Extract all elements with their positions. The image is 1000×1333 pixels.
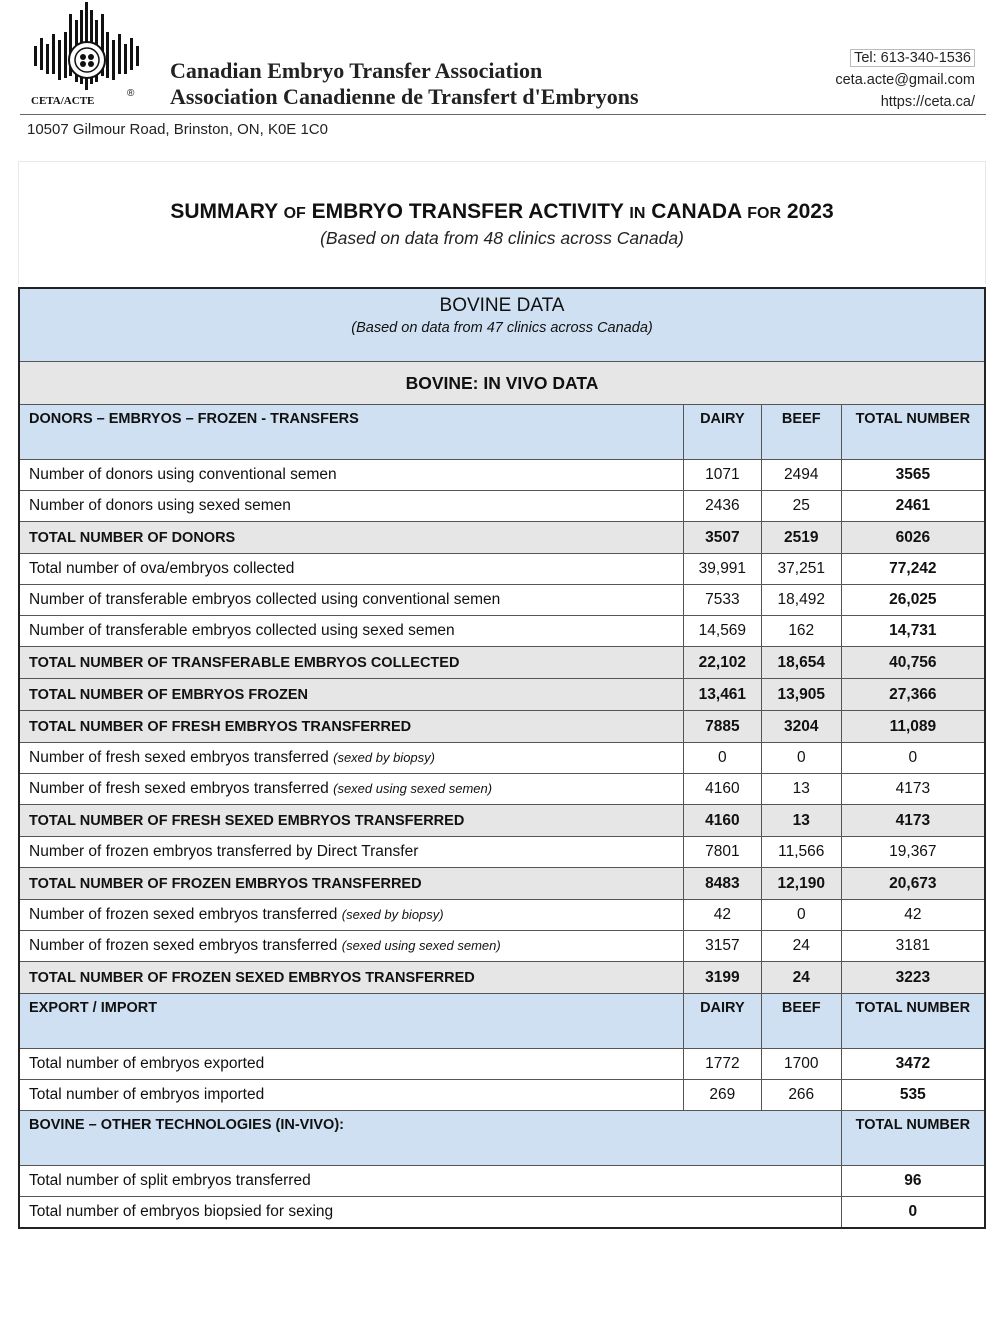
row-label: Number of donors using conventional semen	[29, 466, 337, 483]
total-value: 42	[841, 900, 985, 931]
organization-name-en: Canadian Embryo Transfer Association	[170, 58, 543, 83]
row-label-cell	[19, 585, 683, 616]
address: 10507 Gilmour Road, Brinston, ON, K0E 1C0	[27, 121, 328, 138]
total-value: 14,731	[841, 616, 985, 647]
table-row	[19, 962, 985, 994]
dairy-value: 8483	[683, 868, 761, 900]
title-summary: SUMMARY	[170, 200, 278, 223]
beef-value: 0	[761, 743, 841, 774]
total-value: 0	[841, 743, 985, 774]
row-label-cell	[19, 647, 683, 679]
section3-header-row	[19, 1111, 985, 1166]
table-row	[19, 711, 985, 743]
row-label-cell	[19, 491, 683, 522]
beef-value: 11,566	[761, 837, 841, 868]
table-row	[19, 868, 985, 900]
title-canada: CANADA	[651, 200, 742, 223]
col-dairy-header: DAIRY	[683, 405, 761, 460]
invivo-section-header	[19, 362, 985, 405]
beef-value: 13,905	[761, 679, 841, 711]
row-label-cell	[19, 460, 683, 491]
beef-value: 24	[761, 931, 841, 962]
dairy-value: 7885	[683, 711, 761, 743]
col-beef-header: BEEF	[761, 405, 841, 460]
dairy-value: 3157	[683, 931, 761, 962]
total-value: 2461	[841, 491, 985, 522]
row-label: TOTAL NUMBER OF FRESH EMBRYOS TRANSFERRED	[29, 718, 412, 735]
dairy-value: 7801	[683, 837, 761, 868]
row-label: Total number of embryos exported	[29, 1055, 265, 1072]
row-label: TOTAL NUMBER OF FROZEN SEXED EMBRYOS TRANSFERRED	[29, 969, 475, 986]
dairy-value: 4160	[683, 774, 761, 805]
title-in: IN	[629, 205, 646, 222]
row-note: (sexed using sexed semen)	[333, 781, 493, 796]
table-row	[19, 805, 985, 837]
organization-name	[170, 58, 639, 110]
dairy-value: 1071	[683, 460, 761, 491]
dairy-value: 269	[683, 1080, 761, 1111]
section1-label: DONORS – EMBRYOS – FROZEN - TRANSFERS	[19, 405, 683, 460]
row-label-cell	[19, 1049, 683, 1080]
beef-value: 24	[761, 962, 841, 994]
total-value: 40,756	[841, 647, 985, 679]
total-value: 11,089	[841, 711, 985, 743]
table-row	[19, 647, 985, 679]
beef-value: 162	[761, 616, 841, 647]
dairy-value: 13,461	[683, 679, 761, 711]
beef-value: 0	[761, 900, 841, 931]
bovine-section-header	[19, 288, 985, 362]
section2-label: EXPORT / IMPORT	[19, 994, 683, 1049]
row-label: Number of frozen embryos transferred by Direct Transfer	[29, 843, 419, 860]
col-total-header-3: TOTAL NUMBER	[841, 1111, 985, 1166]
row-note: (sexed by biopsy)	[333, 750, 435, 765]
beef-value: 3204	[761, 711, 841, 743]
website-link[interactable]: https://ceta.ca/	[880, 94, 975, 110]
section3-label: BOVINE – OTHER TECHNOLOGIES (IN-VIVO):	[19, 1111, 841, 1166]
table-row	[19, 837, 985, 868]
beef-value: 25	[761, 491, 841, 522]
total-value: 77,242	[841, 554, 985, 585]
total-value: 20,673	[841, 868, 985, 900]
row-label: TOTAL NUMBER OF TRANSFERABLE EMBRYOS COLLECTED	[29, 654, 460, 671]
total-value: 96	[841, 1166, 985, 1197]
row-label-cell	[19, 679, 683, 711]
invivo-title: BOVINE: IN VIVO DATA	[19, 362, 985, 405]
dairy-value: 1772	[683, 1049, 761, 1080]
total-value: 6026	[841, 522, 985, 554]
total-value: 3223	[841, 962, 985, 994]
total-value: 0	[841, 1197, 985, 1229]
email-link[interactable]: ceta.acte@gmail.com	[835, 72, 975, 88]
row-label: Total number of embryos biopsied for sexing	[19, 1197, 841, 1229]
title-for: FOR	[747, 205, 782, 222]
organization-name-fr: Association Canadienne de Transfert d'Embryons	[170, 84, 639, 109]
summary-box	[18, 161, 986, 284]
table-row	[19, 522, 985, 554]
dairy-value: 3199	[683, 962, 761, 994]
row-label: Total number of embryos imported	[29, 1086, 265, 1103]
title-year: 2023	[786, 200, 834, 223]
bovine-title: BOVINE DATA	[439, 295, 565, 316]
row-label: Total number of ova/embryos collected	[29, 560, 295, 577]
row-label: Number of donors using sexed semen	[29, 497, 291, 514]
total-value: 19,367	[841, 837, 985, 868]
table-row	[19, 931, 985, 962]
table-row	[19, 743, 985, 774]
title-activity: EMBRYO TRANSFER ACTIVITY	[311, 200, 624, 223]
beef-value: 37,251	[761, 554, 841, 585]
row-label: Number of frozen sexed embryos transferred	[29, 937, 338, 954]
total-value: 535	[841, 1080, 985, 1111]
row-label: Total number of split embryos transferred	[19, 1166, 841, 1197]
row-label-cell	[19, 522, 683, 554]
row-label-cell	[19, 868, 683, 900]
table-row	[19, 585, 985, 616]
total-value: 4173	[841, 805, 985, 837]
beef-value: 18,492	[761, 585, 841, 616]
ceta-logo	[27, 0, 149, 108]
table-row	[19, 774, 985, 805]
section2-header-row	[19, 994, 985, 1049]
col-dairy-header-2: DAIRY	[683, 994, 761, 1049]
dairy-value: 7533	[683, 585, 761, 616]
col-beef-header-2: BEEF	[761, 994, 841, 1049]
row-label-cell	[19, 1080, 683, 1111]
beef-value: 18,654	[761, 647, 841, 679]
row-label-cell	[19, 743, 683, 774]
total-value: 3472	[841, 1049, 985, 1080]
total-value: 3181	[841, 931, 985, 962]
table-row	[19, 460, 985, 491]
table-row	[19, 1049, 985, 1080]
dairy-value: 0	[683, 743, 761, 774]
row-label-cell	[19, 554, 683, 585]
dairy-value: 14,569	[683, 616, 761, 647]
dairy-value: 4160	[683, 805, 761, 837]
logo-text: CETA/ACTE	[31, 95, 95, 107]
col-total-header-2: TOTAL NUMBER	[841, 994, 985, 1049]
row-label: TOTAL NUMBER OF FRESH SEXED EMBRYOS TRANSFERRED	[29, 812, 465, 829]
beef-value: 1700	[761, 1049, 841, 1080]
row-label-cell	[19, 837, 683, 868]
row-label-cell	[19, 962, 683, 994]
title-of: OF	[283, 205, 306, 222]
table-row	[19, 900, 985, 931]
contact-block	[835, 47, 975, 113]
dairy-value: 39,991	[683, 554, 761, 585]
beef-value: 13	[761, 805, 841, 837]
table-row	[19, 554, 985, 585]
table-row	[19, 491, 985, 522]
table-row	[19, 1166, 985, 1197]
total-value: 4173	[841, 774, 985, 805]
bovine-data-table	[18, 287, 986, 1229]
dairy-value: 22,102	[683, 647, 761, 679]
logo-registered-mark: ®	[127, 88, 135, 99]
row-label: TOTAL NUMBER OF DONORS	[29, 529, 236, 546]
phone-number: Tel: 613-340-1536	[850, 49, 975, 67]
dairy-value: 2436	[683, 491, 761, 522]
beef-value: 2519	[761, 522, 841, 554]
beef-value: 266	[761, 1080, 841, 1111]
row-label: Number of fresh sexed embryos transferred	[29, 780, 329, 797]
header-divider	[20, 114, 986, 115]
row-label-cell	[19, 711, 683, 743]
row-label: Number of transferable embryos collected using conventional semen	[29, 591, 501, 608]
row-label: Number of fresh sexed embryos transferred	[29, 749, 329, 766]
bovine-title-cell	[19, 288, 985, 362]
beef-value: 2494	[761, 460, 841, 491]
row-label: Number of frozen sexed embryos transferred	[29, 906, 338, 923]
total-value: 27,366	[841, 679, 985, 711]
row-label: TOTAL NUMBER OF FROZEN EMBRYOS TRANSFERRED	[29, 875, 422, 892]
row-label-cell	[19, 616, 683, 647]
total-value: 3565	[841, 460, 985, 491]
table-row	[19, 1080, 985, 1111]
summary-subtitle: (Based on data from 48 clinics across Canada)	[320, 228, 684, 248]
beef-value: 13	[761, 774, 841, 805]
table-row	[19, 679, 985, 711]
bovine-subtitle: (Based on data from 47 clinics across Canada)	[351, 320, 653, 336]
section1-header-row	[19, 405, 985, 460]
total-value: 26,025	[841, 585, 985, 616]
row-label: Number of transferable embryos collected using sexed semen	[29, 622, 455, 639]
row-label: TOTAL NUMBER OF EMBRYOS FROZEN	[29, 686, 308, 703]
summary-title	[19, 200, 985, 224]
beef-value: 12,190	[761, 868, 841, 900]
table-row	[19, 616, 985, 647]
row-label-cell	[19, 900, 683, 931]
row-note: (sexed using sexed semen)	[341, 938, 501, 953]
dairy-value: 42	[683, 900, 761, 931]
row-note: (sexed by biopsy)	[341, 907, 444, 922]
col-total-header: TOTAL NUMBER	[841, 405, 985, 460]
row-label-cell	[19, 931, 683, 962]
table-row	[19, 1197, 985, 1229]
row-label-cell	[19, 805, 683, 837]
row-label-cell	[19, 774, 683, 805]
dairy-value: 3507	[683, 522, 761, 554]
